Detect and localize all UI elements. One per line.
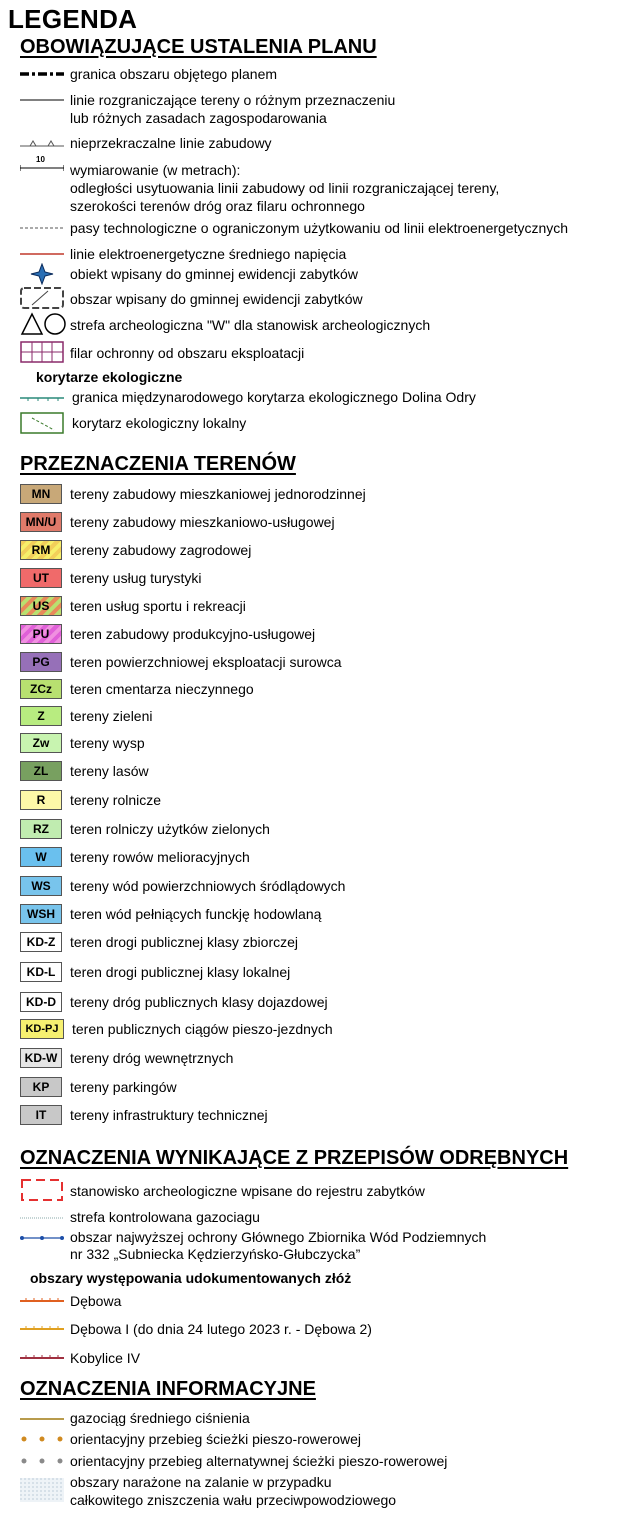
section-heading-separate: OZNACZENIA WYNIKAJĄCE Z PRZEPISÓW ODRĘBNYCH [20, 1147, 569, 1169]
eco-intl-symbol [20, 388, 64, 408]
deposit-3-label: Kobylice IV [70, 1350, 141, 1366]
monument-object-label: obiekt wpisany do gminnej ewidencji zabytków [70, 266, 358, 282]
building-line-symbol [20, 133, 64, 153]
dimension-label-2: odległości usytuowania linii zabudowy od linii rozgraniczającej tereny, [70, 180, 500, 196]
terrain-badge-ut: UT [20, 568, 62, 588]
dividing-line-symbol [20, 90, 64, 110]
terrain-badge-zl: ZL [20, 761, 62, 781]
deposit-3-symbol [20, 1348, 64, 1368]
terrain-label-rz: teren rolniczy użytków zielonych [70, 821, 270, 837]
terrain-label-w: tereny rowów melioracyjnych [70, 849, 250, 865]
terrain-badge-us: US [20, 596, 62, 616]
gas-pipe-symbol [20, 1409, 64, 1429]
terrain-badge-zw: Zw [20, 733, 62, 753]
terrain-label-mn-u: tereny zabudowy mieszkaniowo-usługowej [70, 514, 335, 530]
power-line-label: linie elektroenergetyczne średniego napięcia [70, 246, 347, 262]
boundary-symbol [20, 64, 64, 84]
section-heading-terrains: PRZEZNACZENIA TERENÓW [20, 453, 296, 475]
dimension-value: 10 [36, 155, 45, 164]
terrain-label-it: tereny infrastruktury technicznej [70, 1107, 268, 1123]
terrain-label-zw: tereny wysp [70, 735, 145, 751]
archaeo-zone-label: strefa archeologiczna "W" dla stanowisk archeologicznych [70, 317, 431, 333]
deposits-heading: obszary występowania udokumentowanych złóż [30, 1270, 352, 1286]
terrain-label-wsh: teren wód pełniących funckję hodowlaną [70, 906, 322, 922]
terrain-badge-z: Z [20, 706, 62, 726]
section-heading-plan: OBOWIĄZUJĄCE USTALENIA PLANU [20, 36, 377, 58]
monument-star-icon [20, 263, 64, 283]
terrain-label-r: tereny rolnicze [70, 792, 162, 808]
terrain-badge-r: R [20, 790, 62, 810]
deposit-2-symbol [20, 1319, 64, 1339]
archaeo-site-symbol [20, 1178, 64, 1202]
gas-zone-symbol [20, 1208, 64, 1228]
terrain-badge-wsh: WSH [20, 904, 62, 924]
boundary-label: granica obszaru objętego planem [70, 66, 278, 82]
terrain-label-kp: tereny parkingów [70, 1079, 177, 1095]
gzwp-symbol [20, 1228, 64, 1248]
terrain-badge-mn-u: MN/U [20, 512, 62, 532]
terrain-badge-zcz: ZCz [20, 679, 62, 699]
bike-path-label: orientacyjny przebieg ścieżki pieszo-rowerowej [70, 1431, 362, 1447]
terrain-badge-pu: PU [20, 624, 62, 644]
flood-label-2: całkowitego zniszczenia wału przeciwpowodziowego [70, 1492, 397, 1508]
terrain-label-z: tereny zieleni [70, 708, 153, 724]
bike-alt-symbol [20, 1451, 64, 1471]
flood-label-1: obszary narażone na zalanie w przypadku [70, 1474, 332, 1490]
terrain-label-kd-l: teren drogi publicznej klasy lokalnej [70, 964, 291, 980]
terrain-label-ut: tereny usług turystyki [70, 570, 202, 586]
gas-zone-label: strefa kontrolowana gazociagu [70, 1209, 260, 1225]
legend-title: LEGENDA [8, 4, 138, 34]
terrain-badge-kd-w: KD-W [20, 1048, 62, 1068]
terrain-label-kd-z: teren drogi publicznej klasy zbiorczej [70, 934, 298, 950]
deposit-2-label: Dębowa I (do dnia 24 lutego 2023 r. - Dębowa 2) [70, 1321, 372, 1337]
terrain-label-rm: tereny zabudowy zagrodowej [70, 542, 252, 558]
dimension-label-3: szerokości terenów dróg oraz filaru ochronnego [70, 198, 365, 214]
eco-local-symbol [20, 412, 64, 434]
terrain-label-kd-pj: teren publicznych ciągów pieszo-jezdnych [72, 1021, 333, 1037]
power-line-symbol [20, 244, 64, 264]
pillar-symbol [20, 341, 64, 363]
deposit-1-symbol [20, 1291, 64, 1311]
terrain-label-us: teren usług sportu i rekreacji [70, 598, 246, 614]
tech-strip-label: pasy technologiczne o ograniczonym użytkowaniu od linii elektroenergetycznych [70, 220, 569, 236]
terrain-label-mn: tereny zabudowy mieszkaniowej jednorodzinnej [70, 486, 366, 502]
building-line-label: nieprzekraczalne linie zabudowy [70, 135, 272, 151]
terrain-badge-mn: MN [20, 484, 62, 504]
terrain-label-pu: teren zabudowy produkcyjno-usługowej [70, 626, 316, 642]
archaeo-zone-icon [20, 312, 68, 336]
gzwp-label-1: obszar najwyższej ochrony Głównego Zbiornika Wód Podziemnych [70, 1229, 487, 1245]
pillar-label: filar ochronny od obszaru eksploatacji [70, 345, 305, 361]
eco-intl-label: granica międzynarodowego korytarza ekologicznego Dolina Odry [72, 389, 476, 405]
eco-local-label: korytarz ekologiczny lokalny [72, 415, 247, 431]
gzwp-label-2: nr 332 „Subniecka Kędzierzyńsko-Głubczycka” [70, 1246, 361, 1262]
bike-path-symbol [20, 1429, 64, 1449]
dividing-line-label-2: lub różnych zasadach zagospodarowania [70, 110, 327, 126]
terrain-label-kd-w: tereny dróg wewnętrznych [70, 1050, 234, 1066]
monument-area-symbol [20, 287, 64, 309]
terrain-badge-kd-pj: KD-PJ [20, 1019, 64, 1039]
terrain-badge-kd-d: KD-D [20, 992, 62, 1012]
gas-pipe-label: gazociąg średniego ciśnienia [70, 1410, 250, 1426]
terrain-badge-rz: RZ [20, 819, 62, 839]
terrain-label-zl: tereny lasów [70, 763, 149, 779]
archaeo-site-label: stanowisko archeologiczne wpisane do rejestru zabytków [70, 1183, 425, 1199]
terrain-label-pg: teren powierzchniowej eksploatacji surowca [70, 654, 342, 670]
terrain-badge-kd-z: KD-Z [20, 932, 62, 952]
terrain-badge-rm: RM [20, 540, 62, 560]
tech-strip-symbol [20, 218, 64, 238]
monument-area-label: obszar wpisany do gminnej ewidencji zabytków [70, 291, 363, 307]
eco-corridors-heading: korytarze ekologiczne [36, 369, 183, 385]
terrain-badge-pg: PG [20, 652, 62, 672]
bike-alt-label: orientacyjny przebieg alternatywnej ścieżki pieszo-rowerowej [70, 1453, 448, 1469]
terrain-badge-it: IT [20, 1105, 62, 1125]
dividing-line-label-1: linie rozgraniczające tereny o różnym przeznaczeniu [70, 92, 396, 108]
terrain-badge-ws: WS [20, 876, 62, 896]
terrain-label-kd-d: tereny dróg publicznych klasy dojazdowej [70, 994, 328, 1010]
terrain-label-zcz: teren cmentarza nieczynnego [70, 681, 254, 697]
flood-area-symbol [20, 1478, 64, 1502]
terrain-badge-kp: KP [20, 1077, 62, 1097]
deposit-1-label: Dębowa [70, 1293, 122, 1309]
terrain-badge-kd-l: KD-L [20, 962, 62, 982]
terrain-label-ws: tereny wód powierzchniowych śródlądowych [70, 878, 346, 894]
terrain-badge-w: W [20, 847, 62, 867]
dimension-label-1: wymiarowanie (w metrach): [70, 162, 241, 178]
section-heading-info: OZNACZENIA INFORMACYJNE [20, 1378, 316, 1400]
